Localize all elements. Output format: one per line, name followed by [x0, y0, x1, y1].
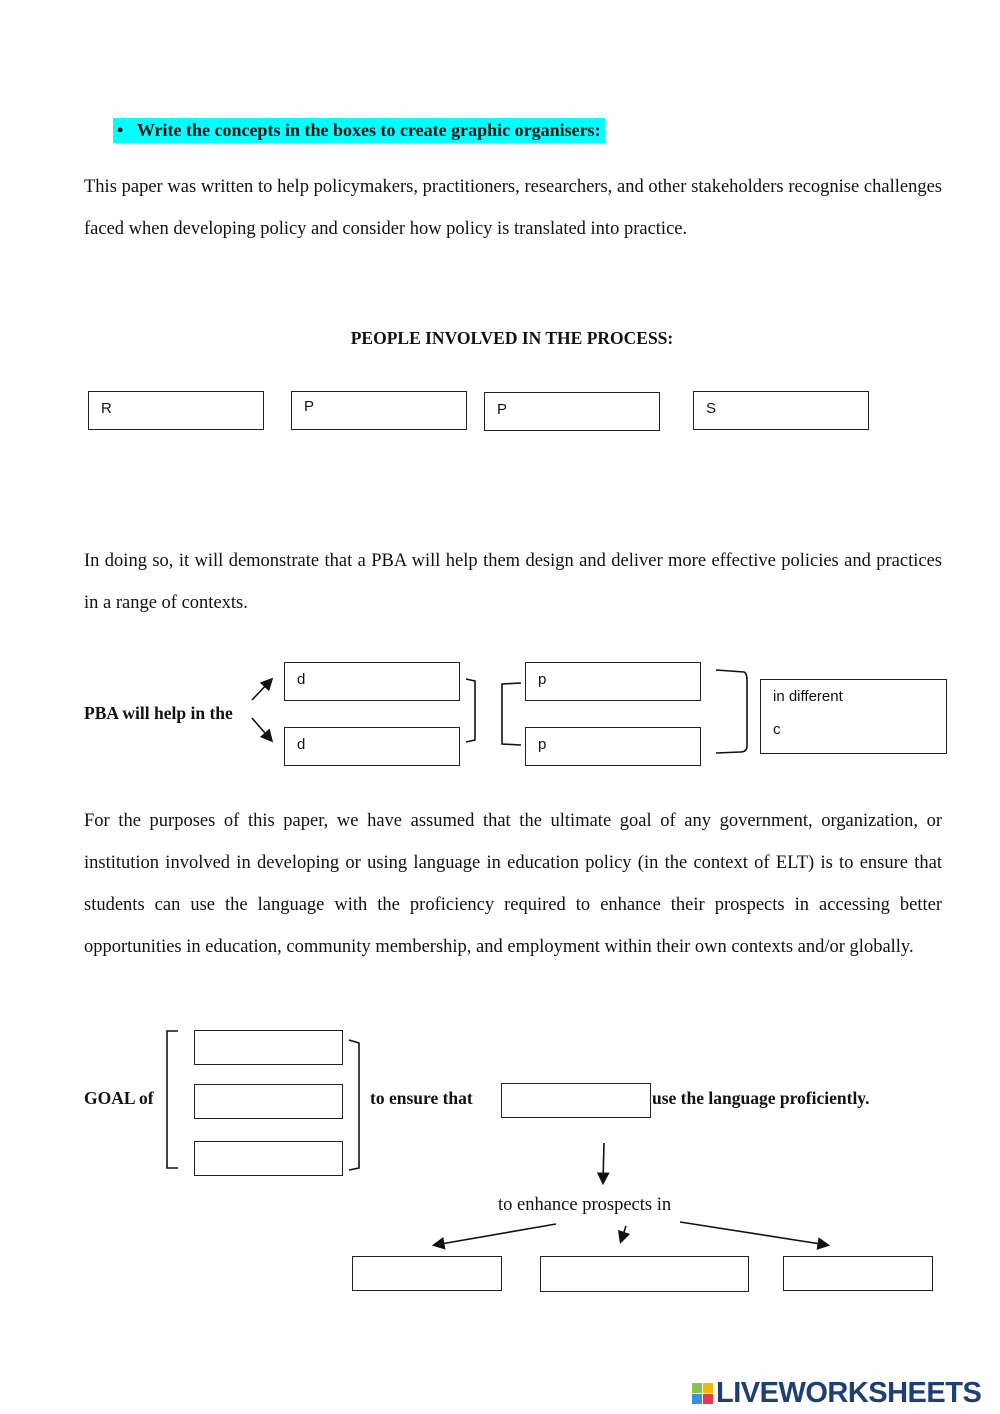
contexts-line-2: c — [773, 721, 781, 738]
arrow-left — [435, 1224, 556, 1245]
arrow-up — [252, 680, 271, 700]
pba-box-d1[interactable]: d — [284, 662, 460, 701]
logo-text: LIVEWORKSHEETS — [716, 1377, 982, 1409]
goal-bracket-right — [349, 1040, 359, 1170]
people-box-2[interactable]: P — [291, 391, 467, 430]
bracket-right-d — [466, 679, 475, 742]
prospects-label: to enhance prospects in — [498, 1195, 672, 1215]
people-box-1[interactable]: R — [88, 391, 264, 430]
instruction-text: Write the concepts in the boxes to create graphic organisers: — [136, 120, 601, 140]
people-heading: PEOPLE INVOLVED IN THE PROCESS: — [350, 328, 674, 348]
goal-label: GOAL of — [84, 1088, 154, 1108]
use-label: use the language proficiently. — [652, 1088, 870, 1108]
paragraph-2: In doing so, it will demonstrate that a PBA will help them design and deliver more effective policies and practices in a range of contexts. — [84, 551, 942, 613]
arrow-right — [680, 1222, 827, 1245]
pba-box-p2[interactable]: p — [525, 727, 701, 766]
arrow-down-prospects — [603, 1143, 604, 1182]
paragraph-1: This paper was written to help policymakers, practitioners, researchers, and other stakeholders recognise challenges faced when developing policy and consider how policy is translated into practice. — [84, 177, 942, 239]
bullet: • — [117, 120, 137, 140]
arrow-middle — [621, 1226, 626, 1241]
paragraph-3: For the purposes of this paper, we have assumed that the ultimate goal of any government, organization, or institution involved in developing or using language in education policy (in the context of ELT) is to ensure that students can use the language with the proficiency required to enhance their prospects in accessing better opportunities in education, community membership, and employment within their own contexts and/or globally. — [84, 811, 942, 957]
logo-icon — [692, 1383, 713, 1404]
pba-box-p1[interactable]: p — [525, 662, 701, 701]
bracket-right-p — [716, 670, 747, 753]
people-box-4[interactable]: S — [693, 391, 869, 430]
contexts-line-1: in different — [773, 688, 843, 705]
arrow-down — [252, 718, 271, 740]
bracket-left-p — [502, 683, 521, 745]
pba-label: PBA will help in the — [84, 703, 233, 723]
people-box-3[interactable]: P — [484, 392, 660, 431]
pba-box-d2[interactable]: d — [284, 727, 460, 766]
liveworksheets-logo — [692, 1377, 981, 1410]
goal-bracket-left — [167, 1031, 178, 1168]
ensure-label: to ensure that — [370, 1088, 473, 1108]
